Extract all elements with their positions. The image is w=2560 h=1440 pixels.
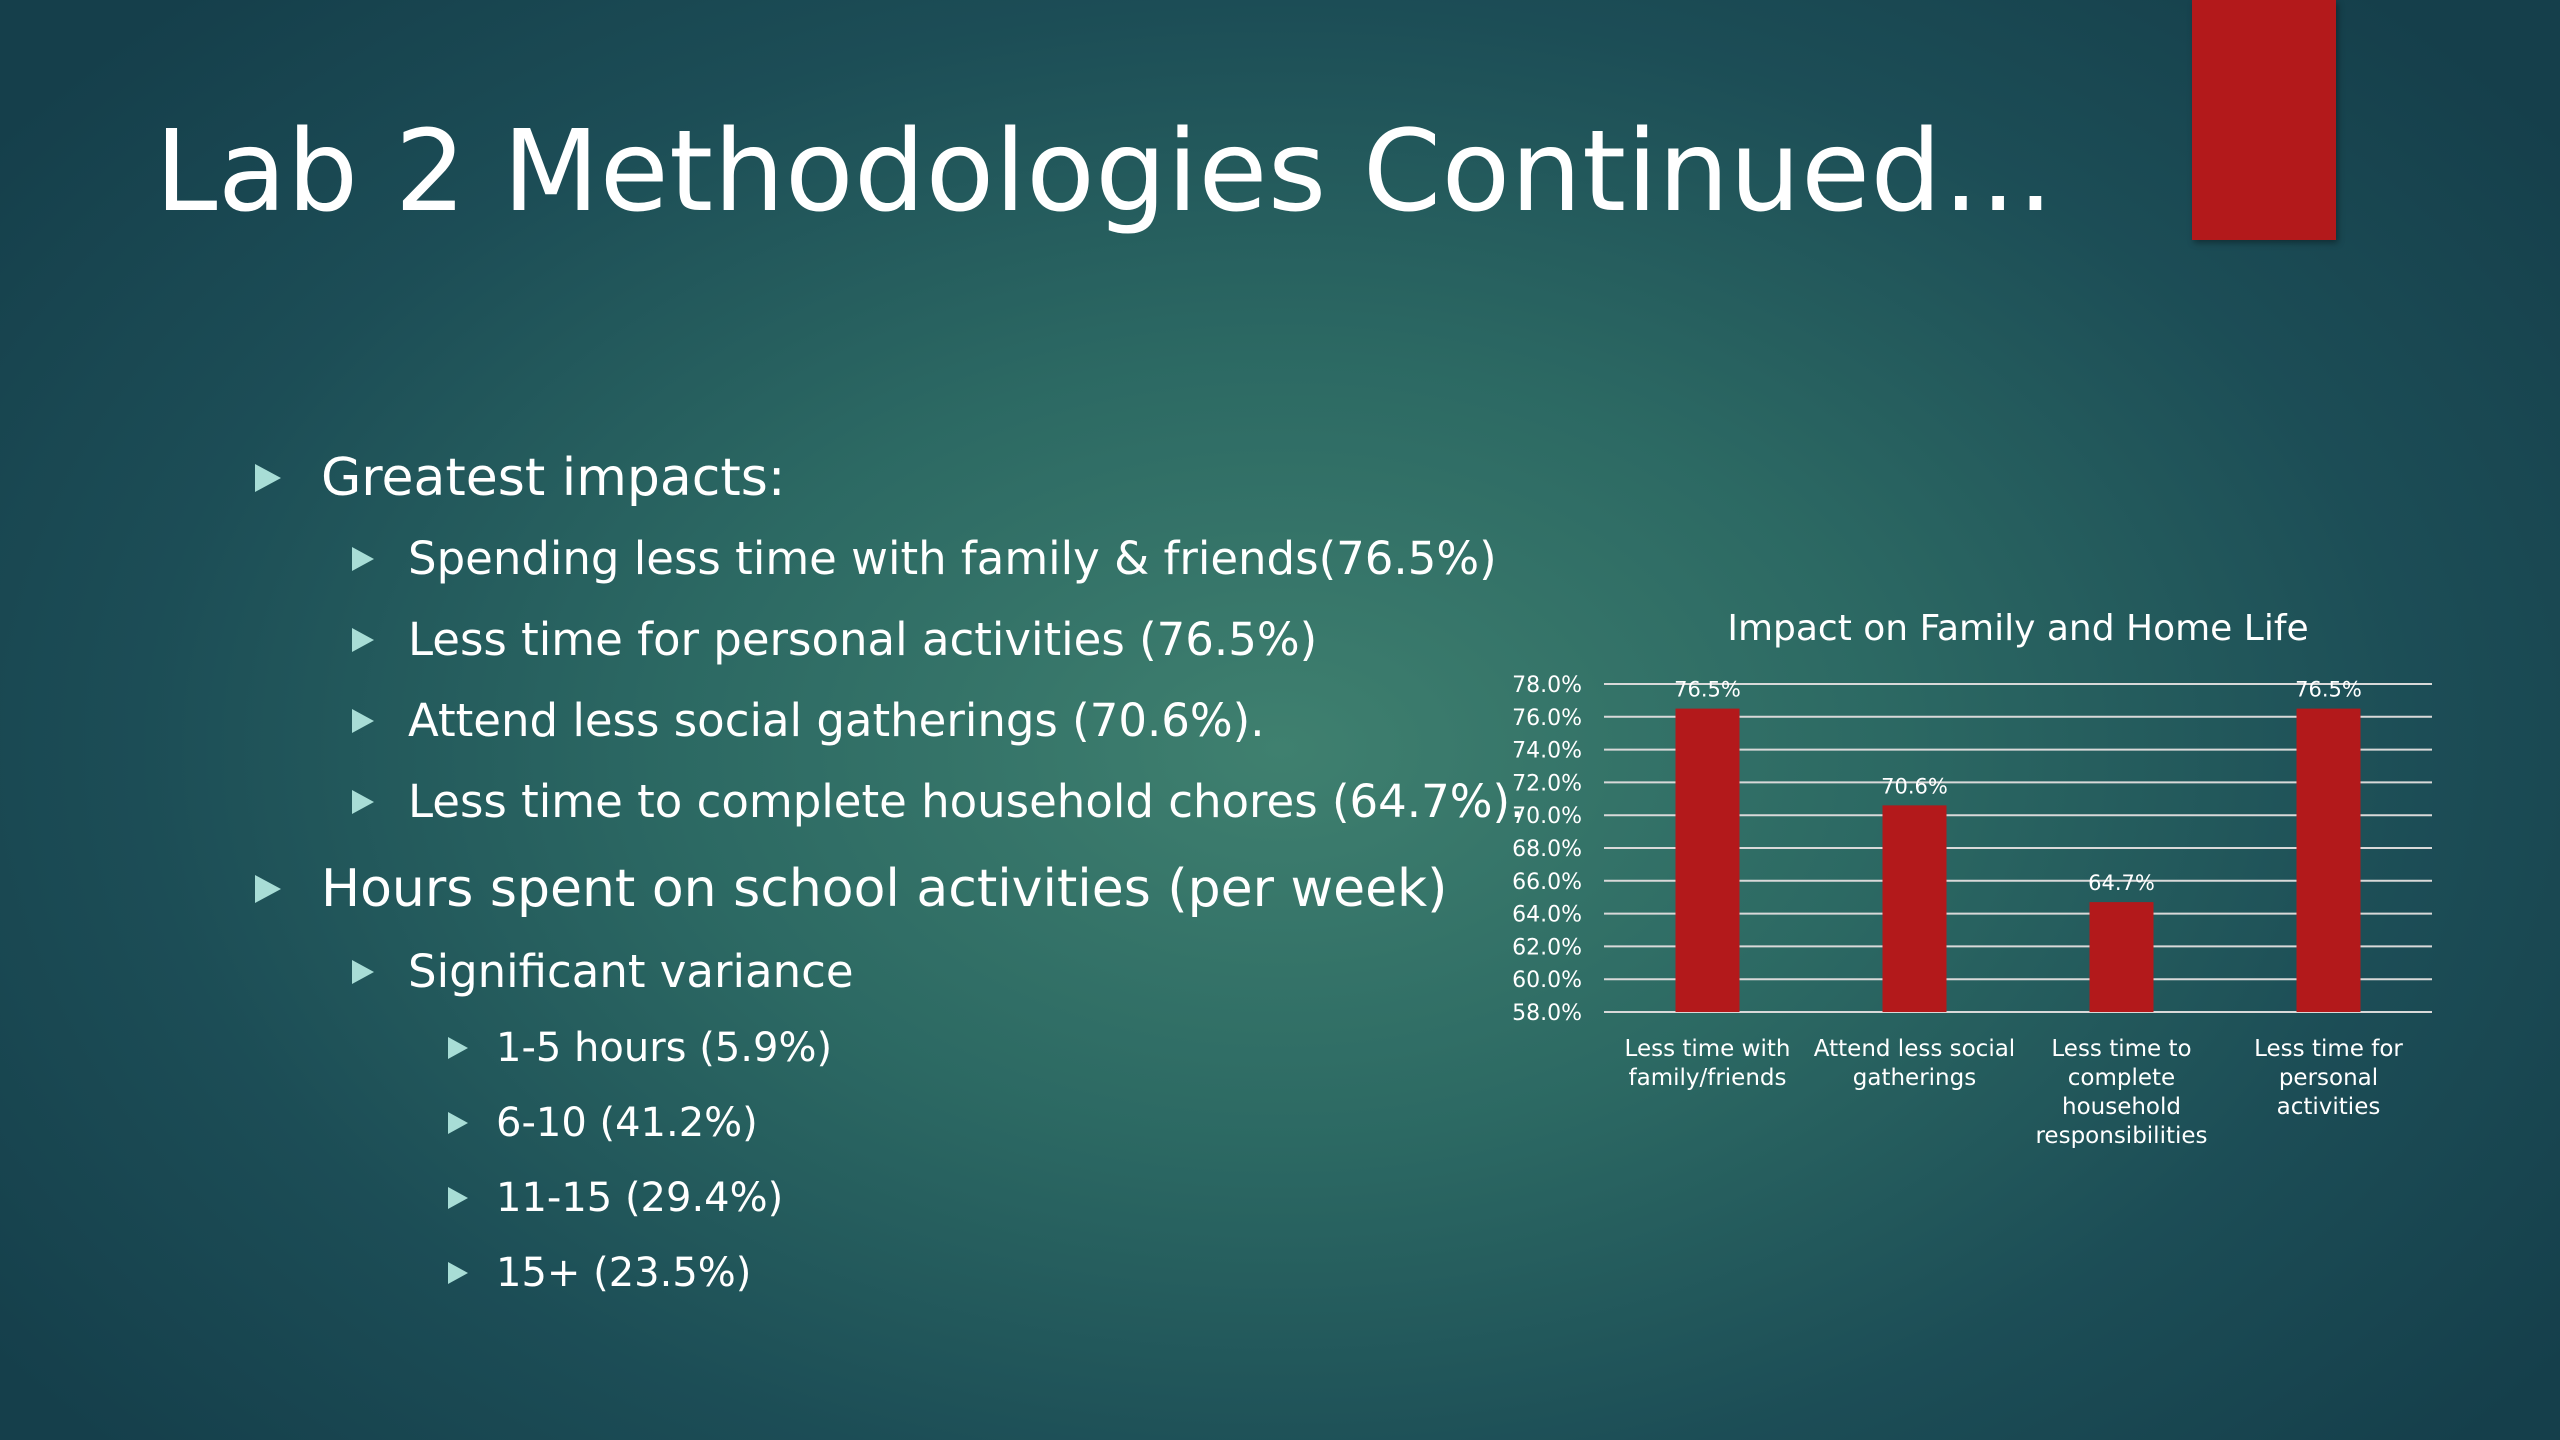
x-category-label: Attend less social [1813,1036,2016,1062]
bullet-arrow-icon [448,1187,468,1209]
bullet-arrow-icon [255,464,281,492]
impact-chart [1480,590,2480,1170]
data-label: 64.7% [2088,871,2155,896]
y-tick-label: 64.0% [1512,902,1582,928]
bullet-item [352,613,1317,666]
bar [1883,805,1947,1012]
bullet-item [352,532,1497,585]
bullet-text: 11-15 (29.4%) [496,1175,784,1221]
data-label: 76.5% [2295,677,2362,702]
x-category-label: complete [2067,1065,2176,1091]
bullet-item [352,945,854,998]
y-tick-label: 60.0% [1512,968,1582,994]
bar [1676,709,1740,1012]
bar [2297,709,2361,1012]
bullet-arrow-icon [448,1262,468,1284]
bullet-arrow-icon [448,1112,468,1134]
bullet-item [255,448,785,508]
bullet-arrow-icon [352,709,374,733]
y-tick-label: 58.0% [1512,1001,1582,1026]
bullet-item [255,859,1447,919]
bullet-arrow-icon [448,1037,468,1059]
y-tick-label: 78.0% [1512,673,1582,698]
chart-title: Impact on Family and Home Life [1727,608,2309,649]
bullet-item [352,694,1265,747]
bullet-text: Hours spent on school activities (per week) [321,859,1448,919]
x-category-label: activities [2276,1094,2381,1120]
bullet-item [448,1250,751,1296]
y-tick-label: 66.0% [1512,869,1582,895]
bullet-item [448,1175,783,1221]
accent-bar [2192,0,2336,240]
bullet-text: Less time to complete household chores (64.7%). [408,775,1525,828]
y-tick-label: 68.0% [1512,837,1582,862]
bullet-arrow-icon [352,960,374,984]
x-category-label: Less time for [2254,1036,2403,1062]
bullet-text: 15+ (23.5%) [496,1250,752,1296]
bullet-text: Spending less time with family & friends(76.5%) [408,532,1497,585]
data-label: 70.6% [1881,774,1948,799]
x-category-label: Less time to [2051,1036,2192,1062]
x-category-label: responsibilities [2035,1123,2208,1149]
bullet-text: 1-5 hours (5.9%) [496,1025,833,1071]
bullet-text: 6-10 (41.2%) [496,1100,758,1146]
bullet-text: Attend less social gatherings (70.6%). [408,694,1265,747]
bullet-item [448,1100,758,1146]
bar [2090,902,2154,1012]
x-category-label: personal [2278,1065,2379,1091]
y-tick-label: 76.0% [1512,705,1582,731]
bullet-item [352,775,1524,828]
slide-title: Lab 2 Methodologies Continued… [155,107,2055,237]
bar-chart-svg [1480,590,2480,1170]
data-label: 76.5% [1674,677,1741,702]
bullet-text: Greatest impacts: [321,448,786,508]
x-category-label: gatherings [1852,1065,1977,1091]
bullet-arrow-icon [352,547,374,571]
x-category-label: household [2062,1094,2181,1120]
x-category-label: Less time with [1624,1036,1791,1062]
bullet-item [448,1025,832,1071]
bullet-text: Less time for personal activities (76.5%) [408,613,1318,666]
x-category-label: family/friends [1628,1065,1787,1091]
y-tick-label: 74.0% [1512,738,1582,764]
bullet-arrow-icon [352,628,374,652]
y-tick-label: 72.0% [1512,771,1582,797]
bullet-arrow-icon [352,790,374,814]
y-tick-label: 70.0% [1512,804,1582,830]
y-tick-label: 62.0% [1512,935,1582,961]
bullet-text: Significant variance [408,945,854,998]
bullet-arrow-icon [255,875,281,903]
